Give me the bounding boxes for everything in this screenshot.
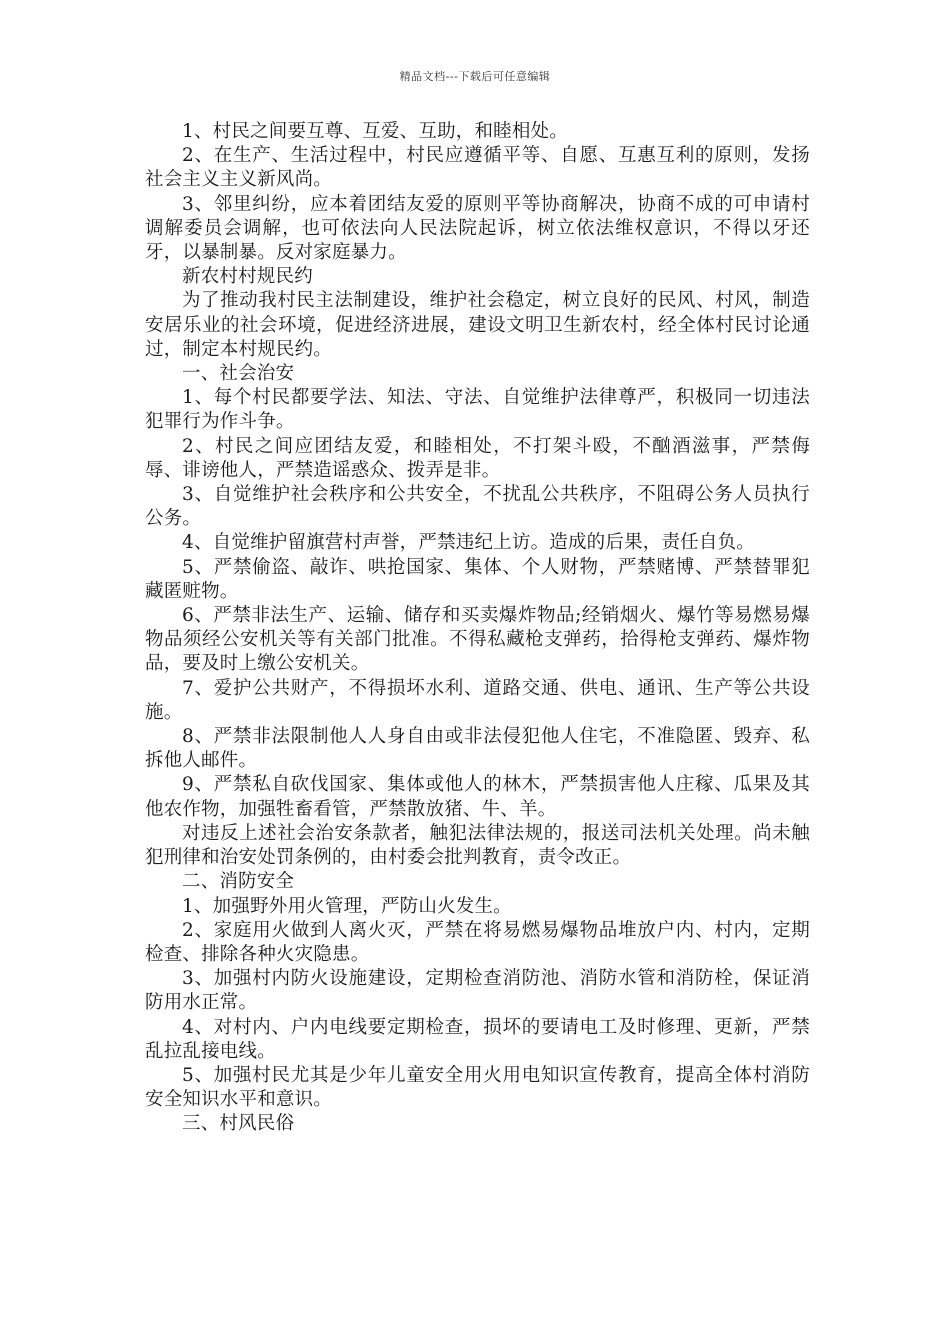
paragraph: 3、邻里纠纷，应本着团结友爱的原则平等协商解决，协商不成的可申请村调解委员会调解，也可依法向人民法院起诉，树立依法维权意识，不得以牙还牙，以暴制暴。反对家庭暴力。	[145, 193, 810, 264]
section-title: 新农村村规民约	[182, 266, 313, 288]
paragraph: 2、村民之间应团结友爱，和睦相处，不打架斗殴，不酗酒滋事，严禁侮辱、诽谤他人，严禁造谣惑众、拨弄是非。	[145, 435, 810, 481]
paragraph: 5、加强村民尤其是少年儿童安全用火用电知识宣传教育，提高全体村消防安全知识水平和意识。	[145, 1064, 810, 1111]
paragraph: 1、每个村民都要学法、知法、守法、自觉维护法律尊严，积极同一切违法犯罪行为作斗争。	[145, 387, 810, 433]
paragraph: 4、自觉维护留旗营村声誉，严禁违纪上访。造成的后果，责任自负。	[182, 532, 755, 554]
section-heading: 三、村风民俗	[182, 1113, 295, 1135]
paragraph: 6、严禁非法生产、运输、储存和买卖爆炸物品;经销烟火、爆竹等易燃易爆物品须经公安机关等有关部门批准。不得私藏枪支弹药，拾得枪支弹药、爆炸物品，要及时上缴公安机关。	[145, 605, 810, 675]
paragraph: 对违反上述社会治安条款者，触犯法律法规的，报送司法机关处理。尚未触犯刑律和治安处罚条例的，由村委会批判教育，责令改正。	[145, 822, 810, 869]
document-body	[145, 120, 810, 1137]
paragraph: 5、严禁偷盗、敲诈、哄抢国家、集体、个人财物，严禁赌博、严禁替罪犯藏匿赃物。	[145, 556, 810, 602]
paragraph: 1、村民之间要互尊、互爱、互助，和睦相处。	[182, 121, 568, 142]
paragraph: 1、加强野外用火管理，严防山火发生。	[182, 895, 512, 917]
page-header: 精品文档---下载后可任意编辑	[399, 70, 551, 83]
section-heading: 二、消防安全	[182, 871, 295, 893]
paragraph: 8、严禁非法限制他人人身自由或非法侵犯他人住宅，不准隐匿、毁弃、私拆他人邮件。	[145, 726, 810, 772]
paragraph: 为了推动我村民主法制建设，维护社会稳定，树立良好的民风、村风，制造安居乐业的社会环境，促进经济进展，建设文明卫生新农村，经全体村民讨论通过，制定本村规民约。	[145, 290, 810, 360]
paragraph: 7、爱护公共财产，不得损坏水利、道路交通、供电、通讯、生产等公共设施。	[145, 677, 810, 723]
paragraph: 2、家庭用火做到人离火灭，严禁在将易燃易爆物品堆放户内、村内，定期检查、排除各种火灾隐患。	[145, 919, 810, 965]
paragraph: 2、在生产、生活过程中，村民应遵循平等、自愿、互惠互利的原则，发扬社会主义主义新风尚。	[145, 145, 810, 191]
paragraph: 9、严禁私自砍伐国家、集体或他人的林木，严禁损害他人庄稼、瓜果及其他农作物，加强牲畜看管，严禁散放猪、牛、羊。	[145, 774, 810, 820]
paragraph: 3、加强村内防火设施建设，定期检查消防池、消防水管和消防栓，保证消防用水正常。	[145, 968, 810, 1014]
paragraph: 3、自觉维护社会秩序和公共安全，不扰乱公共秩序，不阻碍公务人员执行公务。	[145, 484, 810, 530]
section-heading: 一、社会治安	[182, 363, 295, 385]
paragraph: 4、对村内、户内电线要定期检查，损坏的要请电工及时修理、更新，严禁乱拉乱接电线。	[145, 1016, 810, 1062]
